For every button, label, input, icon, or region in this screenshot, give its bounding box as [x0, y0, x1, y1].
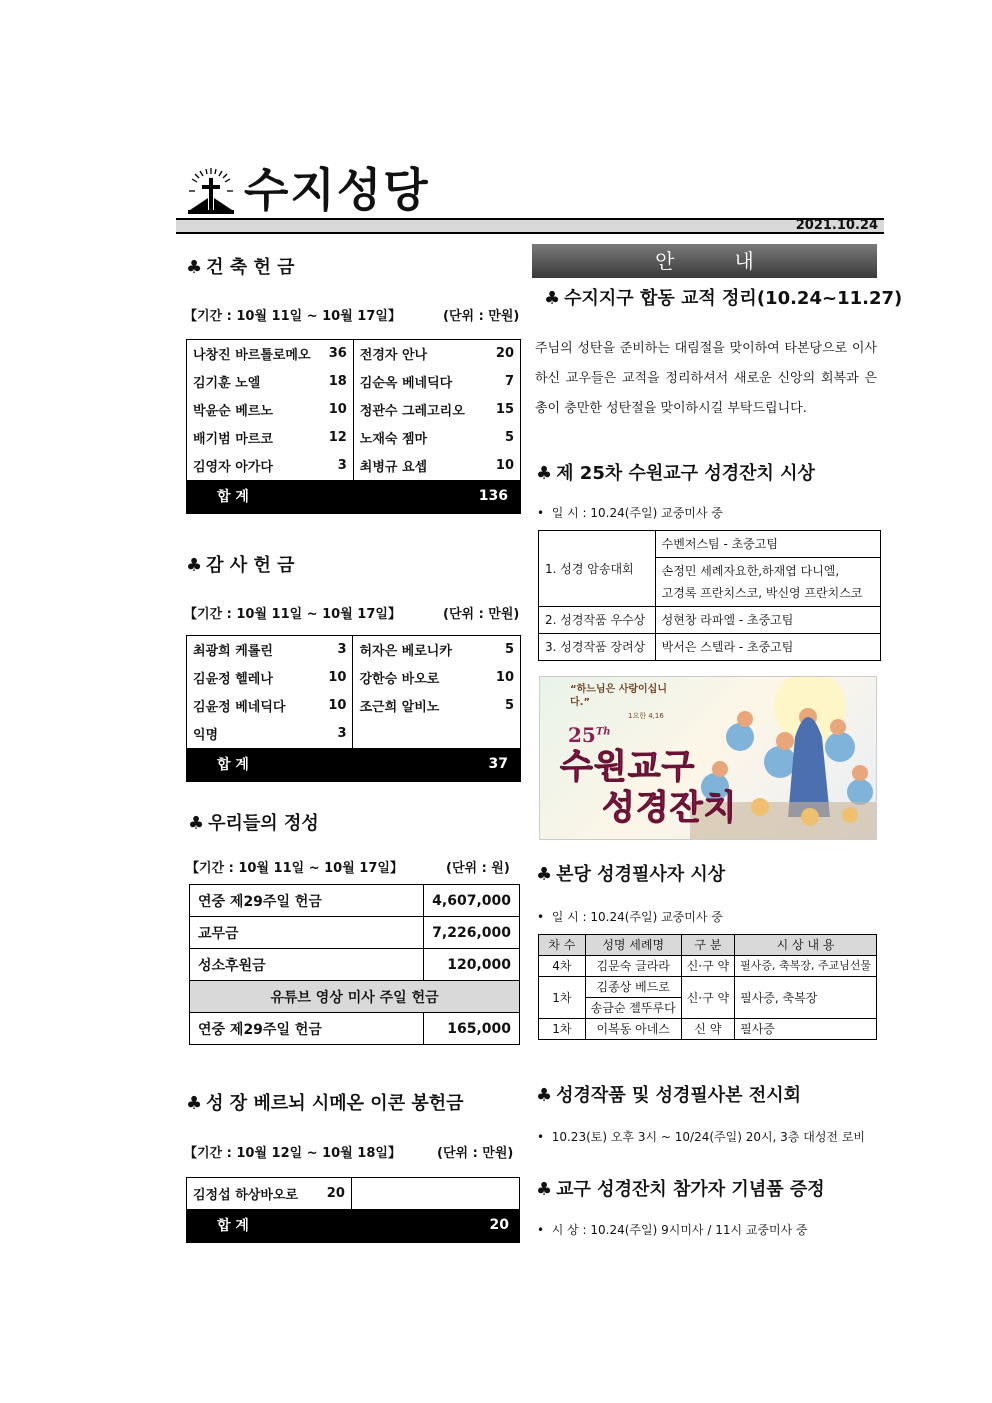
building-fund-table — [186, 339, 521, 514]
notice-s1-text: 주님의 성탄을 준비하는 대림절을 맞이하여 타본당으로 이사하신 교우들은 교적을 정리하셔서 새로운 신앙의 회복과 은총이 충만한 성탄절을 맞이하시길 부탁드립니다. — [535, 341, 877, 416]
club-icon: ♣ — [186, 555, 203, 576]
table-row: 연중 제29주일 헌금 165,000 — [190, 1013, 520, 1045]
church-logo-icon — [184, 164, 238, 218]
table-row: 김기훈 노엘 18 김순옥 베네딕다 7 — [187, 368, 521, 396]
table-row: 1차 이복동 아네스 신 약 필사증 — [539, 1019, 877, 1040]
poster-quote: “하느님은 사랑이십니다.” — [570, 684, 667, 708]
table-row: 나창진 바르톨로메오 36 전경자 안나 20 — [187, 340, 521, 368]
table-row: 송금순 젤뚜루다 — [539, 998, 877, 1019]
building-fund-period: 【기간 : 10월 11일 ~ 10월 17일】 — [184, 309, 401, 324]
table-row: 성소후원금 120,000 — [190, 949, 520, 981]
club-icon: ♣ — [536, 1179, 553, 1200]
table-row: 4차 김문숙 글라라 신·구 약 필사증, 축복장, 주교님선물 — [539, 956, 877, 977]
notice-s2-bullet: • 일 시 : 10.24(주일) 교중미사 중 — [537, 506, 723, 520]
offering-unit: (단위 : 원) — [446, 861, 510, 876]
poster-title-line2: 성경잔치 — [602, 788, 738, 828]
club-icon: ♣ — [544, 288, 561, 309]
bible-festival-poster — [539, 676, 877, 840]
church-name: 수지성당 — [244, 163, 430, 217]
poster-reference: 1요한 4,16 — [628, 712, 664, 720]
table-row: 교무금 7,226,000 — [190, 917, 520, 949]
club-icon: ♣ — [536, 463, 553, 484]
header-bar — [176, 218, 884, 234]
poster-number: 25Th — [568, 723, 611, 747]
total-row: 합 계 136 — [187, 480, 521, 514]
table-row: 익명 3 — [187, 720, 521, 748]
saint-fund-unit: (단위 : 만원) — [437, 1146, 514, 1161]
notice-s5-title: ♣ 교구 성경잔치 참가자 기념품 증정 — [536, 1179, 825, 1200]
notice-s1-title: ♣ 수지지구 합동 교적 정리(10.24~11.27) — [544, 288, 903, 309]
table-row: 김정섭 하상바오로 20 — [187, 1178, 520, 1209]
table-row: 김윤정 헬레나 10 강한승 바오로 10 — [187, 664, 521, 692]
table-row: 연중 제29주일 헌금 4,607,000 — [190, 885, 520, 917]
saint-fund-table — [186, 1177, 520, 1243]
offering-table — [189, 884, 520, 1045]
contest-award-table — [538, 530, 881, 661]
thanks-fund-table — [186, 635, 521, 782]
thanks-fund-period: 【기간 : 10월 11일 ~ 10월 17일】 — [184, 607, 401, 622]
poster-title-line1: 수원교구 — [560, 747, 696, 787]
table-row: 배기범 마르코 12 노재숙 젬마 5 — [187, 424, 521, 452]
saint-fund-title: ♣ 성 장 베르뇌 시메온 이콘 봉헌금 — [186, 1093, 464, 1114]
table-row: 김영자 아가다 3 최병규 요셉 10 — [187, 452, 521, 480]
total-row: 합 계 20 — [187, 1209, 520, 1243]
saint-fund-period: 【기간 : 10월 12일 ~ 10월 18일】 — [184, 1146, 401, 1161]
table-row: 박윤순 베르노 10 정관수 그레고리오 15 — [187, 396, 521, 424]
scribe-award-table — [538, 934, 877, 1040]
table-row: 3. 성경작품 장려상 박서은 스텔라 - 초중고팀 — [539, 634, 881, 661]
notice-s3-title: ♣ 본당 성경필사자 시상 — [536, 864, 726, 885]
table-row: 김윤정 베네딕다 10 조근희 알비노 5 — [187, 692, 521, 720]
club-icon: ♣ — [188, 813, 205, 834]
building-fund-title: ♣ 건 축 헌 금 — [186, 257, 295, 278]
bulletin-date: 2021.10.24 — [795, 218, 878, 233]
notice-s2-title: ♣ 제 25차 수원교구 성경잔치 시상 — [536, 463, 815, 484]
total-row: 합 계 37 — [187, 748, 521, 782]
club-icon: ♣ — [186, 257, 203, 278]
building-fund-unit: (단위 : 만원) — [443, 309, 520, 324]
thanks-fund-title: ♣ 감 사 헌 금 — [186, 555, 295, 576]
table-row: 1차 김종상 베드로 신·구 약 필사증, 축복장 — [539, 977, 877, 998]
notice-s5-bullet: • 시 상 : 10.24(주일) 9시미사 / 11시 교중미사 중 — [537, 1223, 808, 1237]
club-icon: ♣ — [536, 1085, 553, 1106]
notice-s4-bullet: • 10.23(토) 오후 3시 ~ 10/24(주일) 20시, 3층 대성전 로비 — [537, 1130, 866, 1144]
table-row: 손정민 세례자요한,하재엽 다니엘, 고경록 프란치스코, 박신영 프란치스코 — [539, 558, 881, 607]
table-row: 1. 성경 암송대회 수벤저스팀 - 초중고팀 — [539, 531, 881, 558]
offering-title: ♣ 우리들의 정성 — [188, 813, 319, 834]
offering-period: 【기간 : 10월 11일 ~ 10월 17일】 — [186, 861, 403, 876]
table-row: 2. 성경작품 우수상 성현창 라파엘 - 초중고팀 — [539, 607, 881, 634]
table-row: 최광희 케롤린 3 허자은 베로니카 5 — [187, 636, 521, 664]
thanks-fund-unit: (단위 : 만원) — [443, 607, 520, 622]
notice-s3-bullet: • 일 시 : 10.24(주일) 교중미사 중 — [537, 910, 723, 924]
table-header-row: 차 수 성명 세례명 구 분 시 상 내 용 — [539, 935, 877, 956]
club-icon: ♣ — [536, 864, 553, 885]
youtube-header-row: 유튜브 영상 미사 주일 헌금 — [190, 981, 520, 1013]
club-icon: ♣ — [186, 1093, 203, 1114]
notice-bar: 안내 — [532, 244, 877, 278]
notice-s4-title: ♣ 성경작품 및 성경필사본 전시회 — [536, 1085, 801, 1106]
